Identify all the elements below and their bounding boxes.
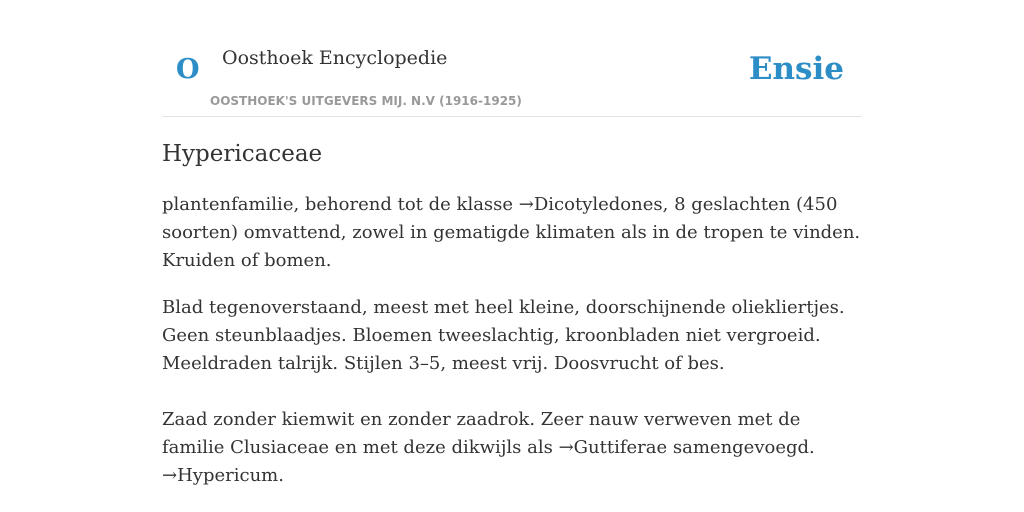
entry-paragraph [162,406,862,490]
entry-paragraph: Blad tegenoverstaand, meest met heel kleine, doorschijnende oliekliertjes. Geen steunblaadjes. Bloemen tweeslachtig, kroonbladen niet vergroeid. Meeldraden talrijk. Stijlen 3–5, meest vrij. Doosvrucht of bes. [162,297,845,374]
entry-content [162,136,862,490]
paragraph-text: , 8 geslachten (450 soorten) omvattend, zowel in gematigde klimaten als in de tropen te vinden. Kruiden of bomen. [162,194,861,271]
header [162,0,862,117]
paragraph-text: . [278,465,284,486]
entry-title: Hypericaceae [162,141,323,167]
cross-reference-guttiferae[interactable]: →Guttiferae [558,437,668,458]
ensie-logo-link[interactable]: Ensie [748,51,844,87]
cross-reference-dicotyledones[interactable]: →Dicotyledones [518,194,663,215]
paragraph-text: Zaad zonder kiemwit en zonder zaadrok. Zeer nauw verweven met de familie Clusiaceae en met deze dikwijls als [162,409,801,458]
cross-reference-hypericum[interactable]: →Hypericum [162,465,279,486]
paragraph-text: samengevoegd. [667,437,815,458]
paragraph-text: plantenfamilie, behorend tot de klasse [162,194,519,215]
book-logo-letter: O [176,54,200,85]
book-publisher: OOSTHOEK'S UITGEVERS MIJ. N.V (1916-1925) [210,94,522,108]
entry-paragraph [162,191,862,275]
book-title[interactable]: Oosthoek Encyclopedie [222,47,448,69]
